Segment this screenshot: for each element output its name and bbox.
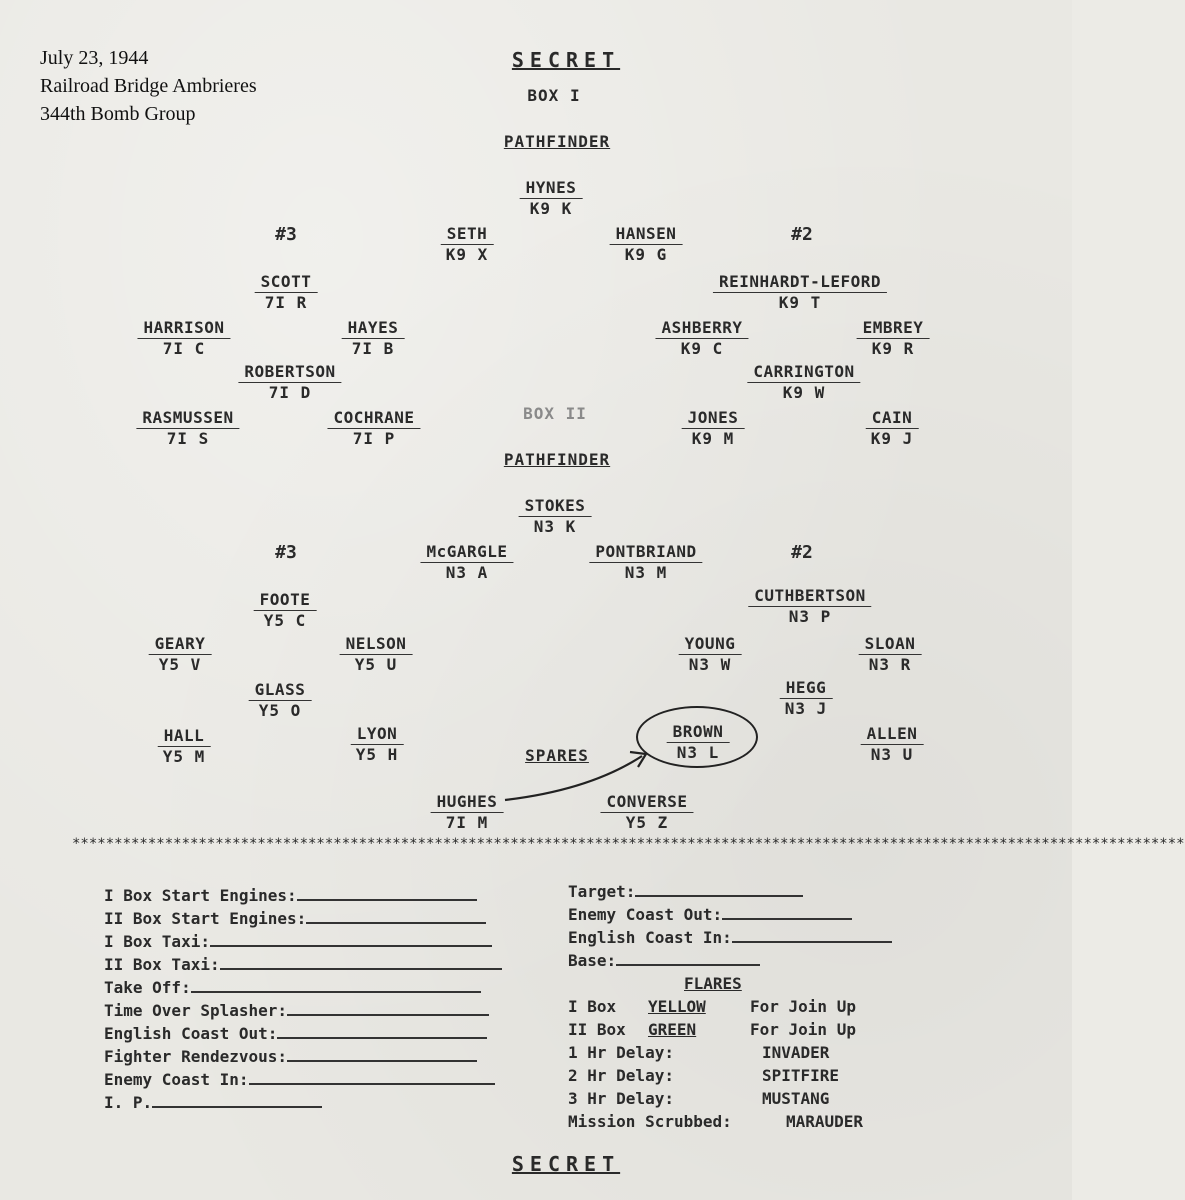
box2-plane: ALLEN N3 U (861, 724, 924, 765)
box2-plane: CUTHBERTSON N3 P (748, 586, 871, 627)
box2-plane: HALL Y5 M (158, 726, 211, 767)
schedule-row: I Box Start Engines: (104, 884, 502, 907)
spares-label: SPARES (525, 746, 589, 765)
box2-plane: BROWN N3 L (667, 722, 730, 763)
flares-row: 1 Hr Delay: INVADER (568, 1043, 830, 1062)
box2-plane: NELSON Y5 U (340, 634, 413, 675)
box1-label: BOX I (527, 86, 581, 105)
schedule-row: Target: (568, 880, 892, 903)
schedule-row: I Box Taxi: (104, 930, 502, 953)
caption-target: Railroad Bridge Ambrieres (40, 75, 257, 97)
box2-plane: HEGG N3 J (780, 678, 833, 719)
box1-plane: COCHRANE 7I P (327, 408, 420, 449)
spare-plane: HUGHES 7I M (431, 792, 504, 833)
spare-plane: CONVERSE Y5 Z (600, 792, 693, 833)
flares-row: 3 Hr Delay: MUSTANG (568, 1089, 830, 1108)
schedule-row: I. P. (104, 1091, 502, 1114)
secret-header: SECRET (511, 48, 621, 72)
flares-section (568, 972, 863, 1133)
caption-group: 344th Bomb Group (40, 103, 196, 125)
schedule-row: II Box Taxi: (104, 953, 502, 976)
box1-plane: HARRISON 7I C (137, 318, 230, 359)
box2-plane: PONTBRIAND N3 M (589, 542, 702, 583)
schedule-row: Enemy Coast In: (104, 1068, 502, 1091)
flares-title: FLARES (684, 974, 742, 993)
box2-flight-3-label: #3 (275, 542, 297, 563)
box2-plane: GEARY Y5 V (149, 634, 212, 675)
schedule-row: Take Off: (104, 976, 502, 999)
box2-label: BOX II (523, 404, 587, 423)
secret-footer: SECRET (511, 1152, 621, 1176)
flares-row: II Box GREEN For Join Up (568, 1020, 856, 1039)
box1-plane: REINHARDT-LEFORD K9 T (713, 272, 887, 313)
box2-plane: STOKES N3 K (519, 496, 592, 537)
schedule-row: Time Over Splasher: (104, 999, 502, 1022)
box1-flight-3-label: #3 (275, 224, 297, 245)
box1-pathfinder-label: PATHFINDER (503, 132, 611, 151)
box1-plane: HAYES 7I B (342, 318, 405, 359)
box1-plane: ROBERTSON 7I D (238, 362, 341, 403)
schedule-row: Base: (568, 949, 892, 972)
box2-plane: SLOAN N3 R (859, 634, 922, 675)
box2-plane: LYON Y5 H (351, 724, 404, 765)
flares-row: 2 Hr Delay: SPITFIRE (568, 1066, 840, 1085)
schedule-row: II Box Start Engines: (104, 907, 502, 930)
schedule-left (104, 884, 502, 1114)
box1-plane: ASHBERRY K9 C (655, 318, 748, 359)
box1-plane: EMBREY K9 R (857, 318, 930, 359)
box1-plane: CAIN K9 J (866, 408, 919, 449)
box1-flight-2-label: #2 (791, 224, 813, 245)
schedule-row: Fighter Rendezvous: (104, 1045, 502, 1068)
divider-line: ************************************************************************************************************************************ (72, 836, 1185, 852)
box2-plane: YOUNG N3 W (679, 634, 742, 675)
schedule-right (568, 880, 892, 972)
box2-pathfinder-label: PATHFINDER (503, 450, 611, 469)
flares-row: Mission Scrubbed: MARAUDER (568, 1112, 864, 1131)
box2-plane: McGARGLE N3 A (420, 542, 513, 583)
box2-flight-2-label: #2 (791, 542, 813, 563)
schedule-row: English Coast Out: (104, 1022, 502, 1045)
schedule-row: English Coast In: (568, 926, 892, 949)
schedule-row: Enemy Coast Out: (568, 903, 892, 926)
box1-plane: CARRINGTON K9 W (747, 362, 860, 403)
box1-plane: HYNES K9 K (520, 178, 583, 219)
box2-plane: GLASS Y5 O (249, 680, 312, 721)
flares-row: I Box YELLOW For Join Up (568, 997, 856, 1016)
box1-plane: RASMUSSEN 7I S (136, 408, 239, 449)
box1-plane: SCOTT 7I R (255, 272, 318, 313)
box1-plane: HANSEN K9 G (610, 224, 683, 265)
box1-plane: SETH K9 X (441, 224, 494, 265)
box2-plane: FOOTE Y5 C (254, 590, 317, 631)
box1-plane: JONES K9 M (682, 408, 745, 449)
caption-date: July 23, 1944 (40, 47, 149, 69)
